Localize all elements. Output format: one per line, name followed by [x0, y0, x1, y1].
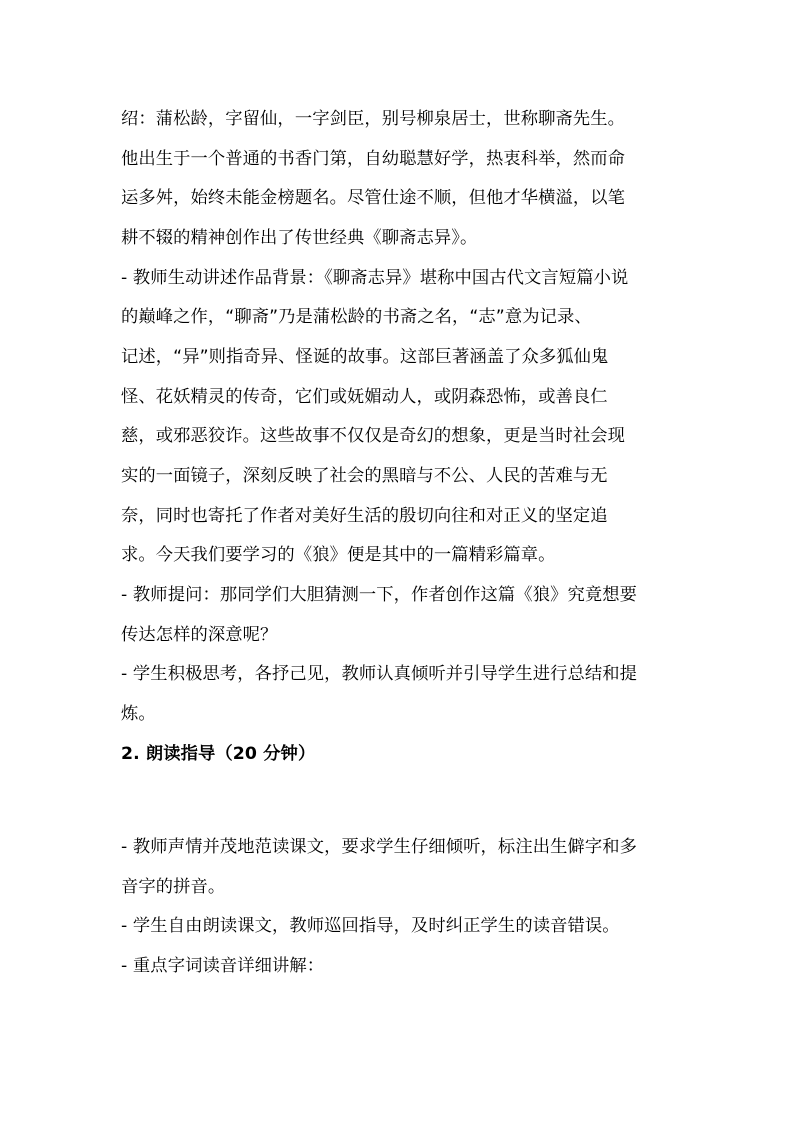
text-line: - 学生自由朗读课文，教师巡回指导，及时纠正学生的读音错误。 — [121, 916, 620, 936]
text-line: 炼。 — [121, 704, 156, 724]
text-line: - 重点字词读音详细讲解： — [121, 956, 325, 976]
text-line: - 教师生动讲述作品背景：《聊斋志异》堪称中国古代文言短篇小说 — [121, 268, 629, 288]
text-line: 耕不辍的精神创作出了传世经典《聊斋志异》。 — [121, 228, 478, 248]
text-line: 他出生于一个普通的书香门第，自幼聪慧好学，热衷科举，然而命 — [121, 149, 626, 169]
text-line: 传达怎样的深意呢？ — [121, 625, 278, 645]
text-line: 求。今天我们要学习的《狼》便是其中的一篇精彩篇章。 — [121, 545, 556, 565]
text-line: 的巅峰之作，“聊斋”乃是蒲松龄的书斋之名，“志”意为记录、 — [121, 307, 592, 327]
text-line: - 学生积极思考，各抒己见，教师认真倾听并引导学生进行总结和提 — [121, 664, 637, 684]
section-heading: 2. 朗读指导（20 分钟） — [121, 744, 316, 764]
text-line: 慈，或邪恶狡诈。这些故事不仅仅是奇幻的想象，更是当时社会现 — [121, 426, 626, 446]
text-line: - 教师提问：那同学们大胆猜测一下，作者创作这篇《狼》究竟想要 — [121, 585, 637, 605]
text-line: 绍：蒲松龄，字留仙，一字剑臣，别号柳泉居士，世称聊斋先生。 — [121, 109, 626, 129]
text-line: 实的一面镜子，深刻反映了社会的黑暗与不公、人民的苦难与无 — [121, 466, 608, 486]
text-line: - 教师声情并茂地范读课文，要求学生仔细倾听，标注出生僻字和多 — [121, 837, 637, 857]
text-line: 奈，同时也寄托了作者对美好生活的殷切向往和对正义的坚定追 — [121, 506, 608, 526]
text-line: 运多舛，始终未能金榜题名。尽管仕途不顺，但他才华横溢，以笔 — [121, 188, 626, 208]
text-line: 记述，“异”则指奇异、怪诞的故事。这部巨著涵盖了众多狐仙鬼 — [121, 347, 609, 367]
text-line: 怪、花妖精灵的传奇，它们或妩媚动人，或阴森恐怖，或善良仁 — [121, 387, 608, 407]
text-line: 音字的拼音。 — [121, 877, 226, 897]
